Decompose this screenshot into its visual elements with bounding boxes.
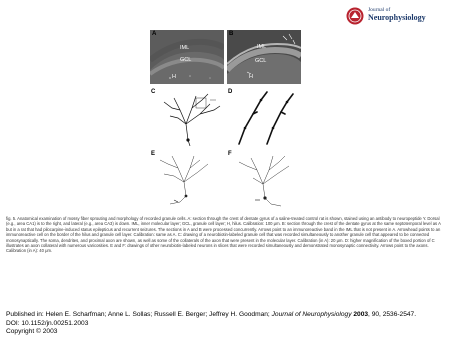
citation-authors-line <box>6 311 446 320</box>
citation-journal: Journal of Neurophysiology <box>271 311 352 318</box>
citation-pages: , 90, 2536-2547. <box>368 311 417 318</box>
citation-year: 2003 <box>353 311 369 318</box>
panel-b-h-label: H <box>249 74 253 80</box>
neuron-e-drawing <box>150 150 224 208</box>
panel-b-gcl-label: GCL <box>255 58 267 64</box>
panel-d-drawing <box>227 88 301 146</box>
citation-block <box>6 311 446 337</box>
panel-a-h-label: H <box>172 74 176 80</box>
panel-f-drawing <box>227 150 301 208</box>
citation-prefix: Published in: Helen E. Scharfman; Anne L. Sollas; Russell E. Berger; Jeffrey H. Goodman; <box>6 311 272 318</box>
panel-c-label: C <box>151 89 156 95</box>
panel-a-gcl-label: GCL <box>180 57 192 63</box>
panel-a-label: A <box>152 31 157 37</box>
logo-text <box>368 6 426 22</box>
panel-b-iml-label: IML <box>257 44 267 50</box>
panel-f-label: F <box>228 151 232 157</box>
logo-line-2: Neurophysiology <box>368 13 426 22</box>
panel-b-micrograph <box>227 30 301 84</box>
aps-seal-icon <box>346 7 364 25</box>
panel-b-label: B <box>229 31 234 37</box>
neuron-c-drawing <box>150 88 224 146</box>
panel-c-drawing <box>150 88 224 146</box>
panel-a-micrograph <box>150 30 224 84</box>
panel-e-drawing <box>150 150 224 208</box>
logo-line-1: Journal of <box>368 7 391 13</box>
neuron-f-drawing <box>227 150 301 208</box>
panel-e-label: E <box>151 151 156 157</box>
panel-d-label: D <box>228 89 233 95</box>
axon-d-drawing <box>227 88 301 146</box>
citation-copyright: Copyright © 2003 <box>6 328 58 335</box>
micrograph-b-image <box>227 30 301 84</box>
journal-logo <box>346 5 446 27</box>
citation-doi[interactable]: DOI: 10.1152/jn.00251.2003 <box>6 319 89 327</box>
figure-caption: fig. 5. Anatomical examination of mossy fiber sprouting and morphology of recorded granule cells. A: section through the crest of dentate gyrus of a saline-treated control rat is shown, stained using an antibody to neuropeptide Y. Dorsal (e.g., area CA1) is to the right, and lateral (e.g., area CA3) is down. IML, inner molecular layer; GCL, granule cell layer; H, hilus. Calibration: 100 μm. B: section through the crest of the dentate gyrus at the same septotemporal level as A but in a rat that had pilocarpine-induced status epilepticus and recurrent seizures. The sections in A and B were processed concurrently. Arrows point to an immunoreactive band in the IML that is not present in A. Arrowhead points to an immunoreactive cell on the border of the hilus and granule cell layer. Calibration: same as A. C: drawing of a neurobiotin-labeled granule cell that was recorded simultaneously to another granule cell that appeared to be connected monosynaptically. The soma, dendrites, and proximal axon are shown, as well as some of the collaterals of the axon that were present in the molecular layer. Calibration (in A): 20 μm. D: higher magnification of the boxed portion of C illustrates an axon collateral with numerous varicosities. E and F: drawings of other neurobiotin-labeled neurons in slices that were recorded simultaneously and demonstrated monosynaptic connectivity. Arrows point to the axons. Calibration (in A): 40 μm. <box>6 216 441 254</box>
panel-a-iml-label: IML <box>180 45 190 51</box>
